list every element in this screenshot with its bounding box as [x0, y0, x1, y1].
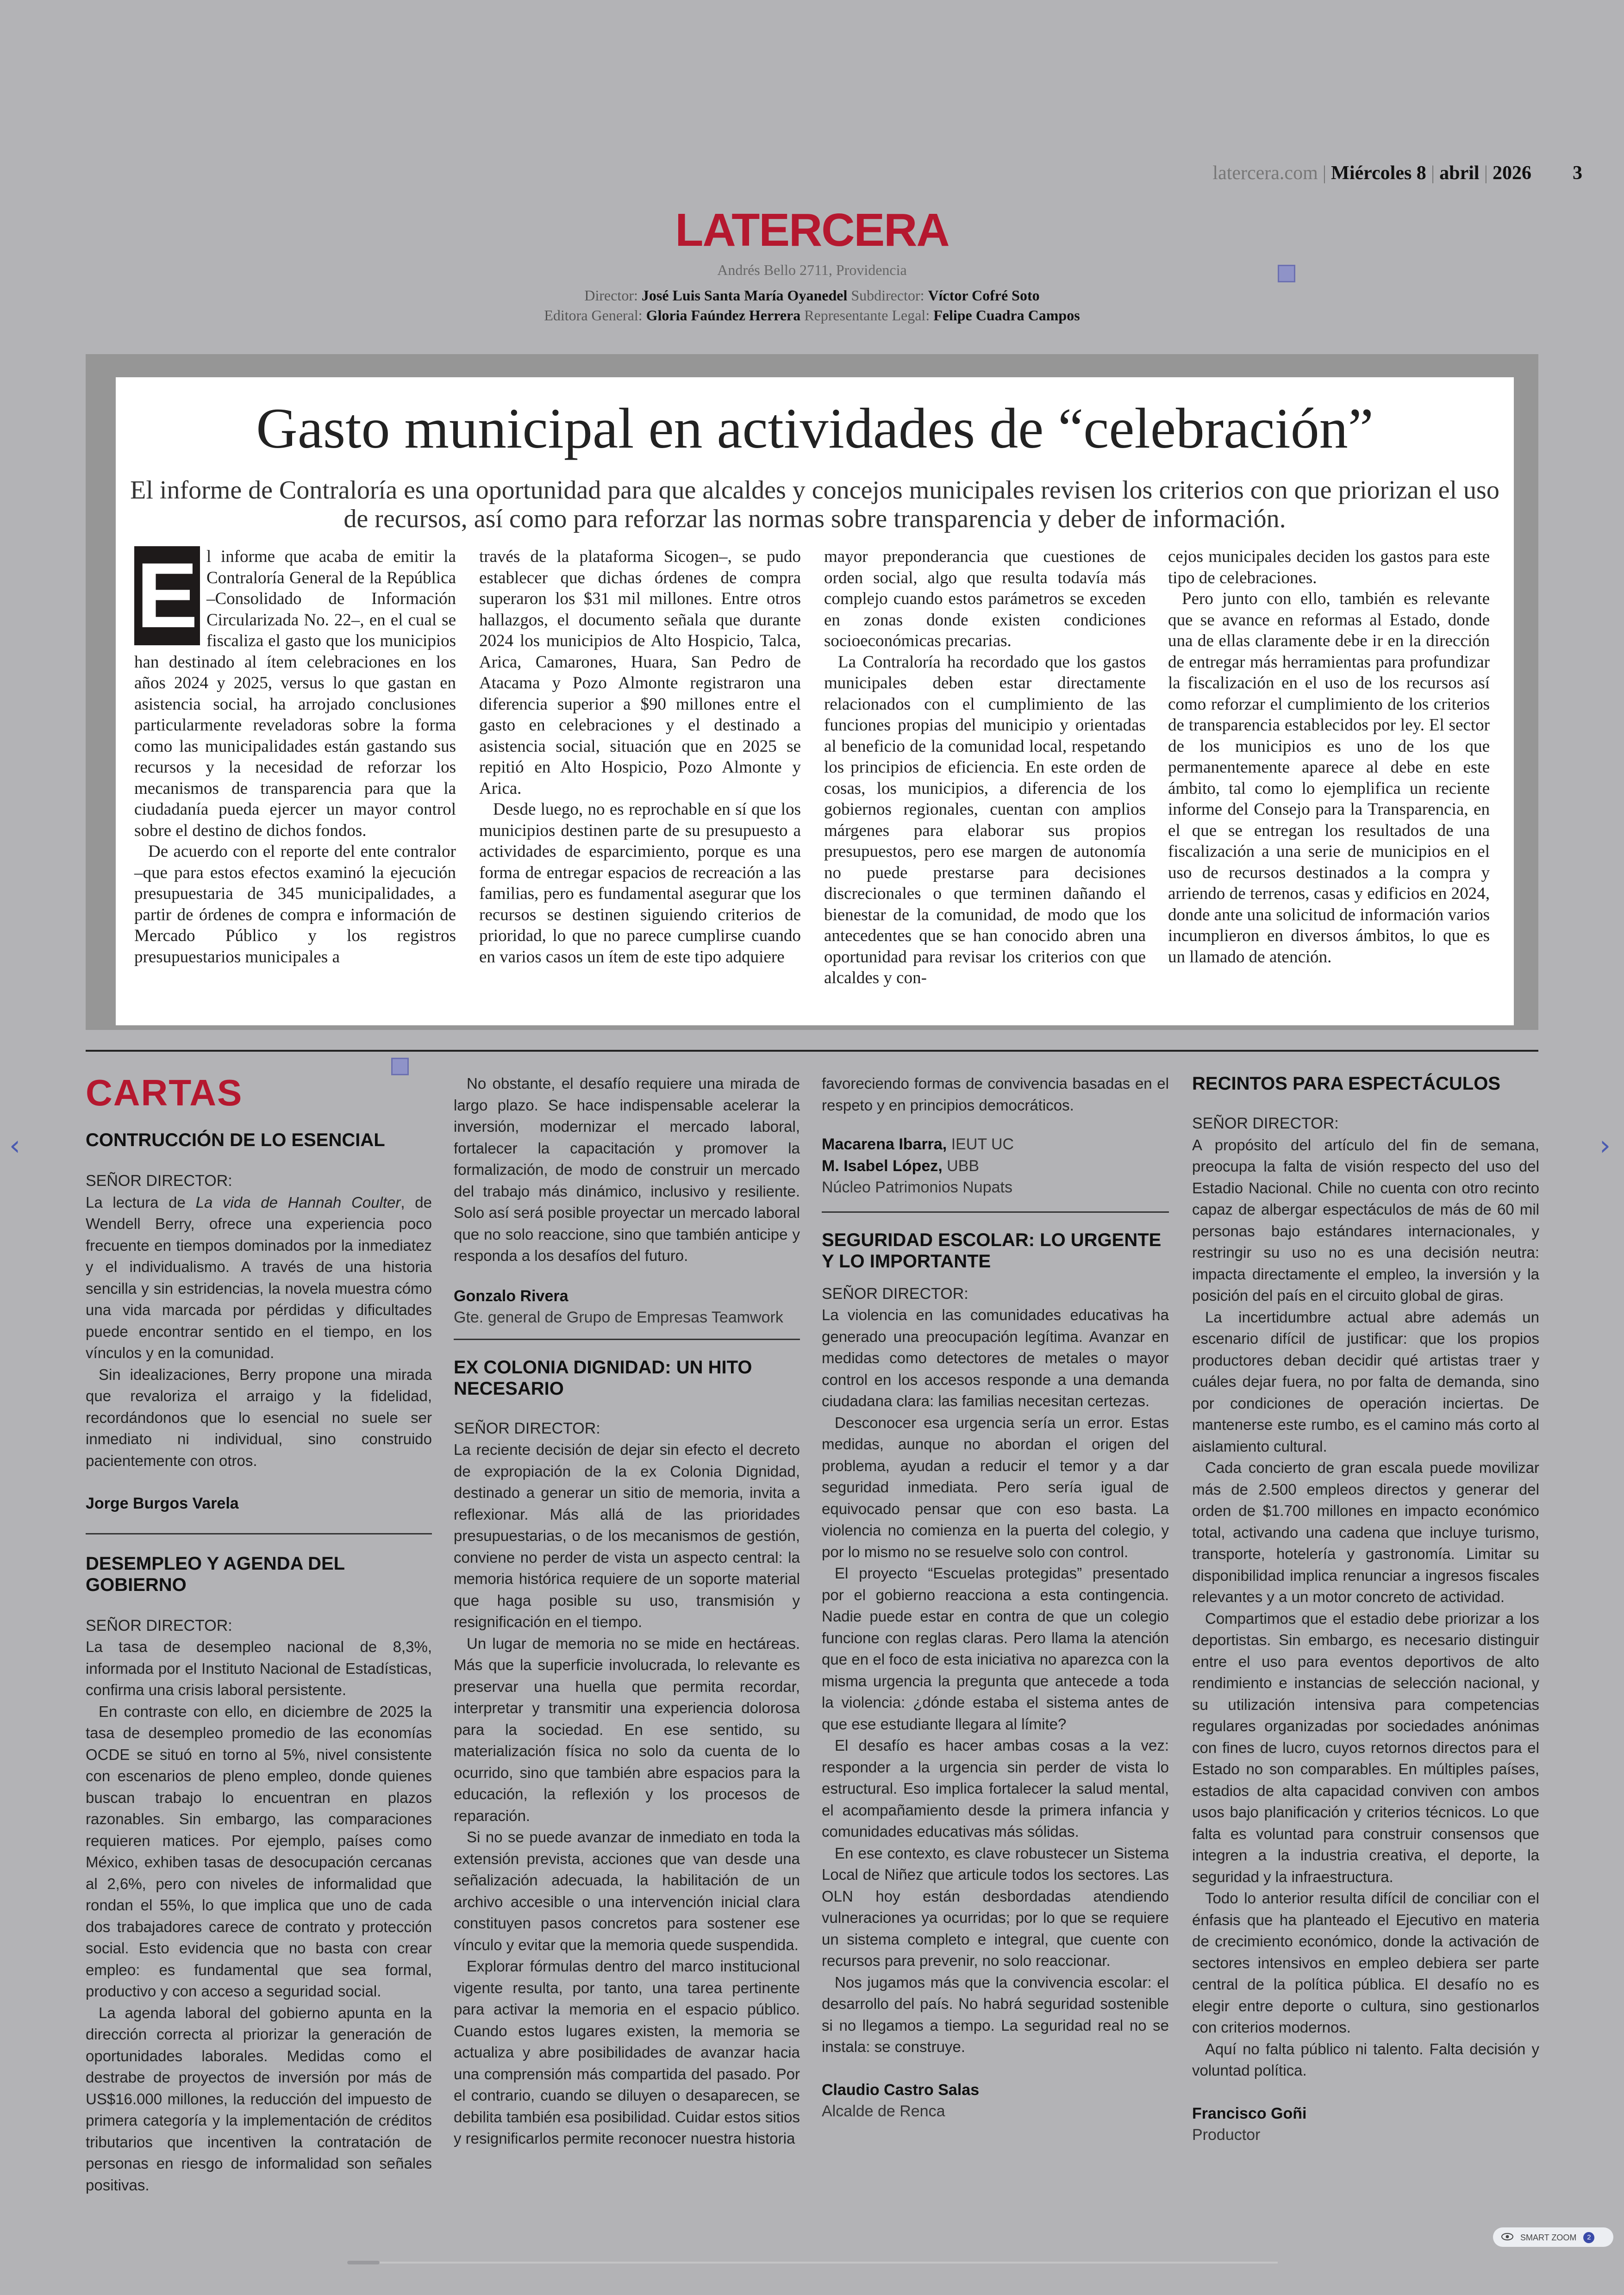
editorial-column-1: E l informe que acaba de emitir la Contraloría General de la República –Consolidado de Información Circularizada No. 22–, en el cual se fiscaliza el gasto que los municipios han destinado al ítem celebraciones en los años 2024 y 2025, versus lo que gastan en asistencia social, ha arrojado conclusiones particularmente reveladoras sobre la forma como las municipalidades están gastando sus recursos y la necesidad de reforzar los mecanismos de transparencia para que la ciudadanía pueda ejercer un mayor control sobre el destino de dichos fondos. De acuerdo con el reporte del ente contralor –que para estos efectos examinó la ejecución presupuestaria de 345 municipalidades, a partir de órdenes de compra e información de Mercado Público y los registros presupuestarios municipales a	[134, 544, 456, 967]
letter-signature-role: Gte. general de Grupo de Empresas Teamwork	[454, 1309, 783, 1326]
editorial-column-3: mayor preponderancia que cuestiones de orden social, algo que resulta todavía más complejo cuando estos parámetros se exceden en zonas donde existen condiciones socioeconómicas precarias. La Contraloría ha recordado que los gastos municipales deben estar directamente relacionados con el cumplimiento de las funciones propias del municipio y orientadas al beneficio de la comunidad local, respetando los principios de eficiencia. En este orden de cosas, los municipios, a diferencia de los gobiernos regionales, cuentan con amplios márgenes para elaborar sus propios presupuestos, pero ese margen de autonomía no puede prestarse para decisiones discrecionales o que terminen dañando el bienestar de la comunidad, de modo que los antecedentes que se han conocido abren una oportunidad para revisar los criterios con que alcaldes y con-	[824, 547, 1146, 987]
letter-signature: Francisco Goñi	[1192, 2104, 1307, 2122]
drop-cap: E	[134, 546, 200, 645]
letter-heading: CONTRUCCIÓN DE LO ESENCIAL	[86, 1130, 385, 1150]
letter-signature-role: Productor	[1192, 2126, 1261, 2144]
letter-heading: DESEMPLEO Y AGENDA DEL GOBIERNO	[86, 1553, 345, 1595]
site-name[interactable]: latercera.com	[1212, 162, 1318, 184]
letters-column-4: RECINTOS PARA ESPECTÁCULOS SEÑOR DIRECTOR: A propósito del artículo del fin de semana, preocupa la falta de visión respecto del uso del Estadio Nacional. Chile no cuenta con otro recinto capaz de albergar espectáculos de más de 60 mil personas bajo estándares internacionales, y restringir su uso no es una decisión neutra: impacta directamente el empleo, la inversión y la posición del país en el circuito global de giras. La incertidumbre actual abre además un escenario difícil de justificar: que los propios productores deban decidir qué artistas traer y cuáles dejar fuera, no por falta de demanda, sino por condiciones de operación inciertas. De mantenerse este rumbo, es el camino más corto al aislamiento cultural. Cada concierto de gran escala puede movilizar más de 2.500 empleos directos y generar del orden de $1.700 millones en impacto económico total, activando una cadena que incluye turismo, transporte, hotelería y gastronomía. Limitar su disponibilidad implica renunciar a ingresos fiscales relevantes y a un motor concreto de actividad. Compartimos que el estadio debe priorizar a los deportistas. Sin embargo, es necesario distinguir entre el uso para eventos deportivos de alto rendimiento e instancias de selección nacional, y su utilización intensiva para competencias regulares organizadas por sociedades anónimas con fines de lucro, cuyos retornos directos para el Estado no son comparables. En múltiples países, estadios de alta capacidad conviven con ambos usos bajo planificación y criterios técnicos. Lo que falta es voluntad para construir consensos que integren a la industria creativa, el deporte, la seguridad y la infraestructura. Todo lo anterior resulta difícil de conciliar con el énfasis que ha planteado el Ejecutivo en materia de crecimiento económico, donde la activación de sectores intensivos en empleo debiera ser parte central de la política pública. El desafío no es elegir entre deporte o cultura, sino gestionarlos con criterios modernos. Aquí no falta público ni talento. Falta decisión y voluntad política. Francisco Goñi Productor	[1192, 1073, 1539, 2146]
letter-heading: RECINTOS PARA ESPECTÁCULOS	[1192, 1073, 1500, 1094]
editorial-column-2: través de la plataforma Sicogen–, se pudo establecer que dichas órdenes de compra superaron los $31 mil millones. Entre otros hallazgos, el documento señala que durante 2024 los municipios de Alto Hospicio, Talca, Arica, Camarones, Huara, San Pedro de Atacama y Pozo Almonte registraron una diferencia superior a $90 millones entre el gasto en celebraciones y el destinado a asistencia social, situación que en 2025 se repitió en Alto Hospicio, Pozo Almonte y Arica. Desde luego, no es reprochable en sí que los municipios destinen parte de su presupuesto a actividades de esparcimiento, porque es una forma de entregar espacios de recreación a las familias, pero es fundamental asegurar que los recursos se destinen siguiendo criterios de prioridad, lo que no parece cumplirse cuando en varios casos un ítem de este tipo adquiere	[479, 547, 801, 967]
staff-line-directors: Director: José Luis Santa María Oyanedel Subdirector: Víctor Cofré Soto	[584, 287, 1040, 304]
section-divider	[86, 1050, 1538, 1052]
letter-salutation: SEÑOR DIRECTOR:	[86, 1616, 232, 1634]
page-scroll-track[interactable]	[347, 2262, 1278, 2264]
zoom-region-marker[interactable]	[391, 1058, 409, 1075]
newspaper-address: Andrés Bello 2711, Providencia	[717, 262, 907, 278]
cartas-section-title: CARTAS	[86, 1072, 243, 1113]
letter-signature: Jorge Burgos Varela	[86, 1495, 239, 1512]
page-scroll-thumb[interactable]	[347, 2261, 380, 2264]
next-page-arrow[interactable]: ›	[1599, 1129, 1611, 1162]
letter-signature: M. Isabel López, UBB	[822, 1157, 980, 1175]
letters-column-3: favoreciendo formas de convivencia basadas en el respeto y en principios democráticos. Macarena Ibarra, IEUT UC M. Isabel López, UBB Núcleo Patrimonios Nupats SEGURIDAD ESCOLAR: LO URGENTE Y LO IMPORTANTE SEÑOR DIRECTOR: La violencia en las comunidades educativas ha generado una preocupación legítima. Avanzar en medidas como detectores de metales o mayor control en los accesos responde a una demanda ciudadana clara: las familias necesitan certezas. Desconocer esa urgencia sería un error. Estas medidas, aunque no abordan el origen del problema, ayudan a reducir el temor y a dar seguridad inmediata. Pero sería igual de equivocado pensar que con eso basta. La violencia no comienza en la puerta del colegio, y por lo mismo no se resuelve solo con control. El proyecto “Escuelas protegidas” presentado por el gobierno reacciona a esta contingencia. Nadie puede estar en contra de que un colegio funcione con reglas claras. Pero llama la atención que en el foco de esta iniciativa no aparezca con la misma urgencia la pregunta que antecede a toda la violencia: ¿dónde estaba el sistema antes de que ese estudiante llegara al límite? El desafío es hacer ambas cosas a la vez: responder a la urgencia sin perder de vista lo estructural. Eso implica fortalecer la salud mental, el acompañamiento desde la primera infancia y comunidades educativas más sólidas. En ese contexto, es clave robustecer un Sistema Local de Niñez que articule todos los sectores. Las OLN hoy están desbordadas atendiendo vulneraciones ya ocurridas; por lo que se requiere un sistema completo e integral, que cuente con recursos para prevenir, no solo reaccionar. Nos jugamos más que la convivencia escolar: el desarrollo del país. No habrá seguridad sostenible si no llegamos a tiempo. La seguridad real no se instala: se construye. Claudio Castro Salas Alcalde de Renca	[822, 1073, 1169, 2122]
zoom-region-marker[interactable]	[1278, 265, 1295, 282]
letter-signature: Gonzalo Rivera	[454, 1287, 568, 1305]
newspaper-logo: LATERCERA	[675, 204, 949, 256]
letters-column-2: No obstante, el desafío requiere una mirada de largo plazo. Se hace indispensable acelerar la inversión, modernizar el mercado laboral, fortalecer la capacitación y promover la formalización, de modo de construir un mercado del trabajo más dinámico, inclusivo y resiliente. Solo así será posible proyectar un mercado laboral que no solo reaccione, sino que también anticipe y responda a los desafíos del futuro. Gonzalo Rivera Gte. general de Grupo de Empresas Teamwork EX COLONIA DIGNIDAD: UN HITO NECESARIO SEÑOR DIRECTOR: La reciente decisión de dejar sin efecto el decreto de expropiación de la ex Colonia Dignidad, destinado a generar un sitio de memoria, invita a reflexionar. Más allá de las prioridades presupuestarias, o de los mecanismos de gestión, conviene no perder de vista un aspecto central: la memoria histórica requiere de un soporte material que haga posible su uso, transmisión y resignificación en el tiempo. Un lugar de memoria no se mide en hectáreas. Más que la superficie involucrada, lo relevante es preservar una huella que permita recordar, interpretar y transmitir una experiencia dolorosa para la sociedad. En ese sentido, su materialización física no solo da cuenta de lo ocurrido, sino que también abre espacios para la educación, la reflexión y los procesos de reparación. Si no se puede avanzar de inmediato en toda la extensión prevista, acciones que van desde una señalización adecuada, la habilitación de un archivo accesible o una intervención inicial clara constituyen pasos concretos para sostener ese vínculo y evitar que la memoria quede suspendida. Explorar fórmulas dentro del marco institucional vigente resulta, por tanto, una tarea pertinente para activar la memoria en el espacio público. Cuando estos lugares existen, la memoria se actualiza y abre posibilidades de avanzar hacia una comprensión más compartida del pasado. Por el contrario, cuando se diluyen o desaparecen, se debilita también esa posibilidad. Cuidar estos sitios y resignificarlos permite reconocer nuestra historia	[454, 1075, 800, 2147]
editorial-deck: El informe de Contraloría es una oportunidad para que alcaldes y concejos municipales revisen los criterios con que priorizan el uso de recursos, así como para reforzar las normas sobre transparencia y deber de información.	[130, 476, 1499, 533]
smart-zoom-label: SMART ZOOM	[1520, 2233, 1577, 2243]
smart-zoom-button[interactable]	[1493, 2227, 1613, 2247]
smart-zoom-count-badge: 2	[1583, 2232, 1594, 2243]
edition-year: 2026	[1493, 162, 1531, 184]
editorial-column-4: cejos municipales deciden los gastos para este tipo de celebraciones. Pero junto con ello, también es relevante que se avance en reformas al Estado, donde una de ellas claramente debe ir en la dirección de entregar más herramientas para profundizar la fiscalización en el uso de los recursos así como reforzar el cumplimiento de los criterios de transparencia establecidos por ley. El sector de los municipios es uno de los que permanentemente aparece al debe en este ámbito, tal como lo ejemplifica un reciente informe del Consejo para la Transparencia, en el que se entregan los resultados de una fiscalización a una serie de municipios en el uso de recursos destinados a la compra y arriendo de terrenos, casas y edificios en 2024, donde ante una solicitud de información varios incumplieron en diversos ámbitos, lo que es un llamado de atención.	[1168, 547, 1490, 967]
letter-divider	[822, 1211, 1169, 1213]
letters-column-1: CONTRUCCIÓN DE LO ESENCIAL SEÑOR DIRECTOR: La lectura de La vida de Hannah Coulter, de Wendell Berry, ofrece una experiencia poco frecuente en tiempos dominados por la inmediatez y el individualismo. A través de una historia sencilla y sin estridencias, la novela muestra cómo una vida marcada por pérdidas y dificultades puede encontrar sentido en el tiempo, en los vínculos y en la comunidad. Sin idealizaciones, Berry propone una mirada que revaloriza el arraigo y la fidelidad, recordándonos que lo esencial no suele ser inmediato ni individual, sino construido pacientemente con otros. Jorge Burgos Varela DESEMPLEO Y AGENDA DEL GOBIERNO SEÑOR DIRECTOR: La tasa de desempleo nacional de 8,3%, informada por el Instituto Nacional de Estadísticas, confirma una crisis laboral persistente. En contraste con ello, en diciembre de 2025 la tasa de desempleo promedio de las economías OCDE se situó en torno al 5%, nivel consistente con escenarios de pleno empleo, donde quienes buscan trabajo lo encuentran en plazos razonables. Sin embargo, las comparaciones requieren matices. Por ejemplo, países como México, exhiben tasas de desocupación cercanas al 2,6%, pero con niveles de informalidad que rondan el 55%, lo que implica que uno de cada dos trabajadores carece de contrato y protección social. Esto evidencia que no basta con crear empleo: es fundamental que sea formal, productivo y con acceso a seguridad social. La agenda laboral del gobierno apunta en la dirección correcta al priorizar la generación de oportunidades laborales. Medidas como el destrabe de proyectos de inversión por más de US$16.000 millones, la reducción del impuesto de primera categoría y la implementación de créditos tributarios que incentiven la contratación de personas en riesgo de informalidad son señales positivas.	[86, 1130, 432, 2194]
page-number: 3	[1573, 162, 1582, 184]
edition-weekday: Miércoles 8	[1331, 162, 1426, 184]
letter-heading: EX COLONIA DIGNIDAD: UN HITO NECESARIO	[454, 1357, 752, 1399]
edition-month: abril	[1439, 162, 1480, 184]
letter-divider	[454, 1339, 800, 1340]
eye-icon	[1501, 2228, 1513, 2247]
letter-salutation: SEÑOR DIRECTOR:	[822, 1285, 968, 1303]
edition-line: latercera.com | Miércoles 8 | abril | 2026	[1212, 162, 1531, 184]
letter-signature: Claudio Castro Salas	[822, 2081, 980, 2099]
letter-salutation: SEÑOR DIRECTOR:	[1192, 1115, 1339, 1132]
letter-salutation: SEÑOR DIRECTOR:	[454, 1419, 600, 1437]
letter-divider	[86, 1533, 432, 1534]
letter-signature-role: Núcleo Patrimonios Nupats	[822, 1179, 1012, 1196]
letter-signature-role: Alcalde de Renca	[822, 2102, 945, 2120]
editorial-title: Gasto municipal en actividades de “celebración”	[256, 397, 1374, 460]
letter-signature: Macarena Ibarra, IEUT UC	[822, 1135, 1014, 1153]
letter-salutation: SEÑOR DIRECTOR:	[86, 1172, 232, 1190]
staff-line-editors: Editora General: Gloria Faúndez Herrera Representante Legal: Felipe Cuadra Campos	[544, 307, 1080, 324]
previous-page-arrow[interactable]: ‹	[9, 1129, 20, 1162]
letter-heading: SEGURIDAD ESCOLAR: LO URGENTE Y LO IMPORTANTE	[822, 1229, 1162, 1272]
